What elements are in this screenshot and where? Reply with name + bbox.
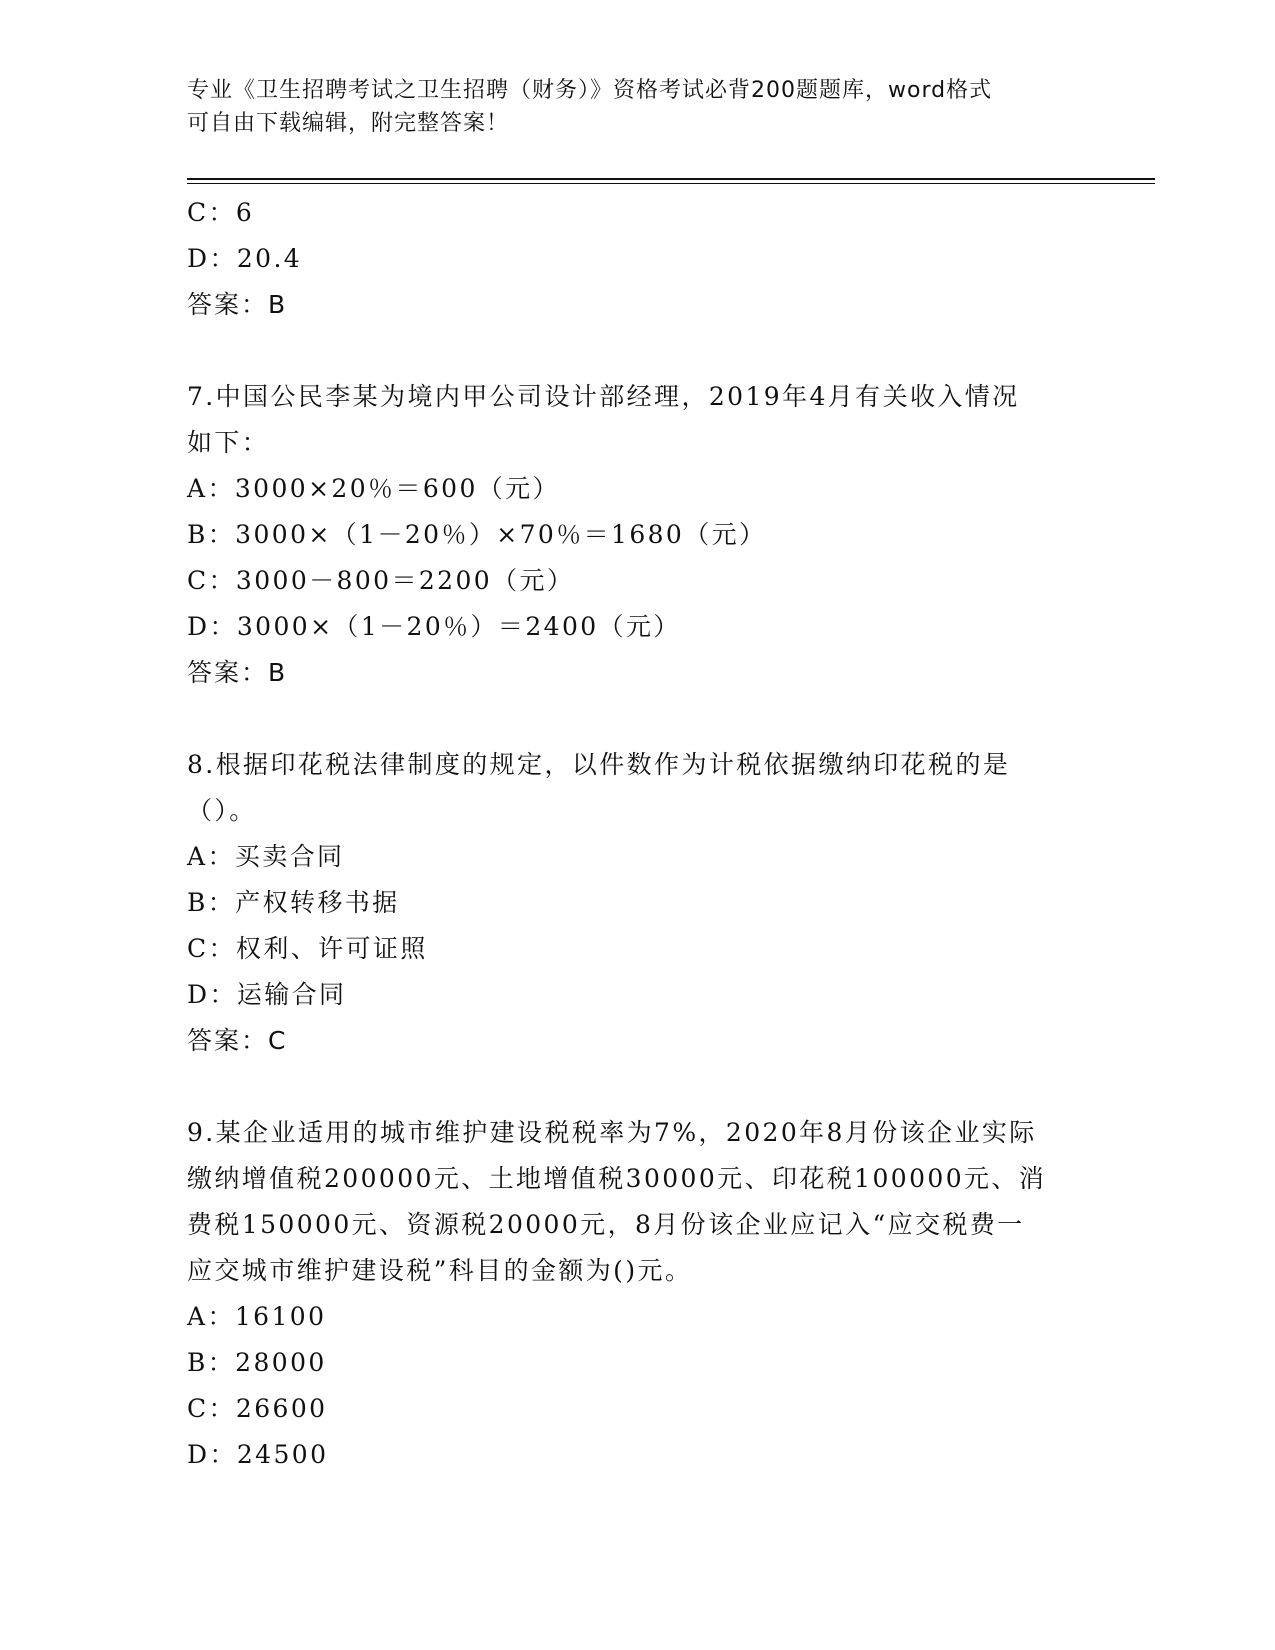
header-line-2: 可自由下载编辑，附完整答案！ — [187, 111, 510, 136]
question-7 — [187, 374, 1087, 696]
q7-option-a: A：3000×20％＝600（元） — [187, 474, 560, 503]
q9-option-c: C：26600 — [187, 1394, 328, 1423]
q8-option-c: C：权利、许可证照 — [187, 934, 428, 963]
q7-option-d: D：3000×（1－20％）＝2400（元） — [187, 612, 681, 641]
spacer — [187, 1064, 1087, 1110]
q7-option-c: C：3000－800＝2200（元） — [187, 566, 575, 595]
q8-option-b: B：产权转移书据 — [187, 888, 400, 917]
q6-option-c: C：6 — [187, 198, 255, 227]
q8-option-d: D：运输合同 — [187, 980, 347, 1009]
spacer — [187, 696, 1087, 742]
document-header — [187, 74, 1067, 140]
header-rule-thin — [187, 183, 1155, 184]
document-content — [187, 190, 1087, 1478]
q6-answer: 答案：B — [187, 290, 288, 319]
q6-option-d: D：20.4 — [187, 244, 303, 273]
q9-stem-line-1: 9.某企业适用的城市维护建设税税率为7%，2020年8月份该企业实际 — [187, 1118, 1037, 1147]
q9-stem-line-3: 费税150000元、资源税20000元，8月份该企业应记入“应交税费一 — [187, 1210, 1025, 1239]
header-rule-thick — [187, 178, 1155, 180]
header-line-1: 专业《卫生招聘考试之卫生招聘（财务）》资格考试必背200题题库，word格式 — [187, 78, 993, 103]
question-9 — [187, 1110, 1087, 1478]
q8-answer: 答案：C — [187, 1026, 288, 1055]
q7-option-b: B：3000×（1－20％）×70％＝1680（元） — [187, 520, 767, 549]
q7-stem-line-2: 如下： — [187, 428, 270, 457]
q9-option-d: D：24500 — [187, 1440, 329, 1469]
q9-option-a: A：16100 — [187, 1302, 327, 1331]
q9-stem-line-2: 缴纳增值税200000元、土地增值税30000元、印花税100000元、消 — [187, 1164, 1047, 1193]
question-8 — [187, 742, 1087, 1064]
question-6-tail — [187, 190, 1087, 328]
q9-stem-line-4: 应交城市维护建设税”科目的金额为()元。 — [187, 1256, 693, 1285]
q7-answer: 答案：B — [187, 658, 288, 687]
q8-stem-line-2: （）。 — [187, 796, 257, 825]
q9-option-b: B：28000 — [187, 1348, 327, 1377]
q8-option-a: A：买卖合同 — [187, 842, 345, 871]
q7-stem-line-1: 7.中国公民李某为境内甲公司设计部经理，2019年4月有关收入情况 — [187, 382, 1020, 411]
q8-stem-line-1: 8.根据印花税法律制度的规定，以件数作为计税依据缴纳印花税的是 — [187, 750, 1011, 779]
spacer — [187, 328, 1087, 374]
